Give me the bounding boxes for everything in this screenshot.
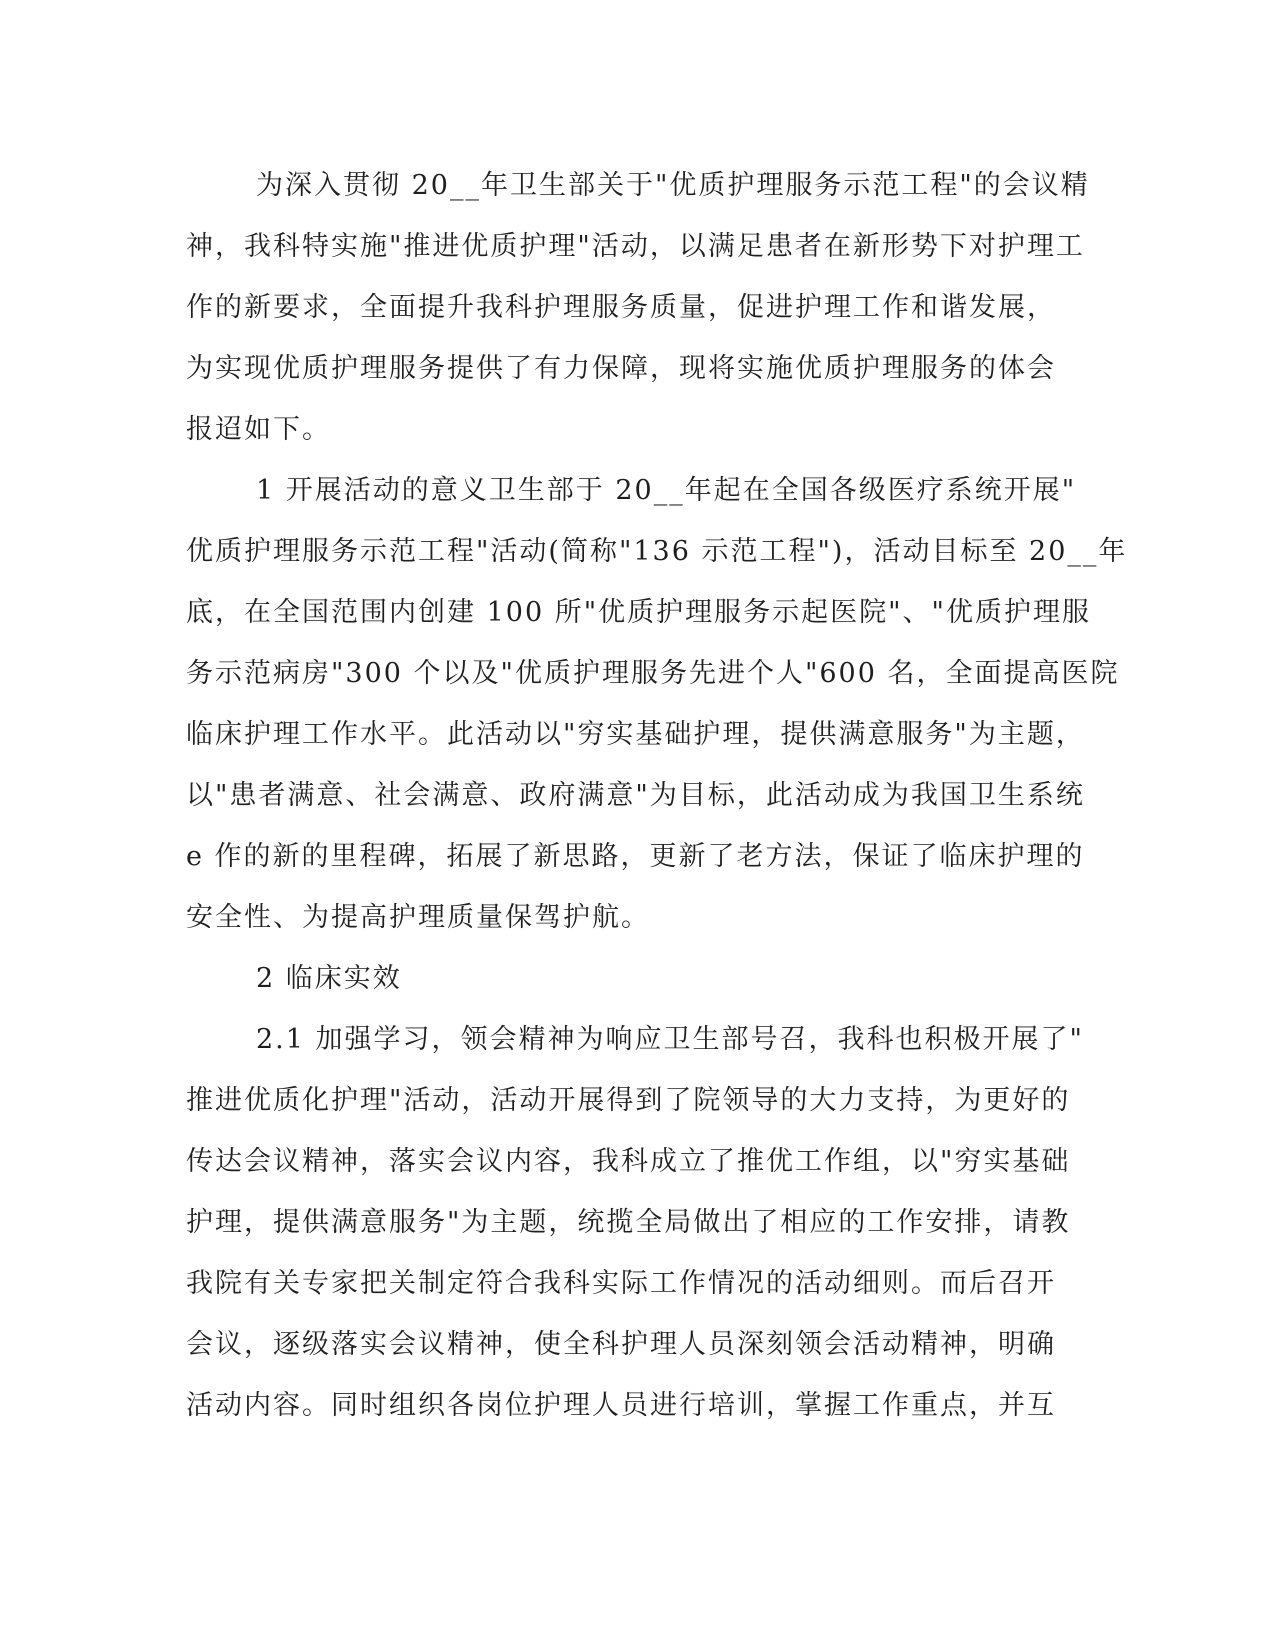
- text-line: 底，在全国范围内创建 100 所"优质护理服务示起医院"、"优质护理服: [186, 597, 1091, 628]
- text-line: 为实现优质护理服务提供了有力保障，现将实施优质护理服务的体会: [186, 353, 1056, 384]
- subsection-heading-line: 2.1 加强学习，领会精神为响应卫生部号召，我科也积极开展了": [256, 1024, 1084, 1055]
- text-line: 护理，提供满意服务"为主题，统揽全局做出了相应的工作安排，请教: [186, 1207, 1071, 1238]
- section-heading: 2 临床实效: [256, 963, 402, 994]
- text-line: 活动内容。同时组织各岗位护理人员进行培训，掌握工作重点，并互: [186, 1390, 1056, 1421]
- text-line: e 作的新的里程碑，拓展了新思路，更新了老方法，保证了临床护理的: [186, 841, 1085, 872]
- document-body: [186, 155, 1128, 1436]
- text-line: 我院有关专家把关制定符合我科实际工作情况的活动细则。而后召开: [186, 1268, 1056, 1299]
- text-line: 优质护理服务示范工程"活动(简称"136 示范工程")，活动目标至 20__年: [186, 536, 1128, 567]
- text-line: 作的新要求，全面提升我科护理服务质量，促进护理工作和谐发展，: [186, 292, 1056, 323]
- text-line: 以"患者满意、社会满意、政府满意"为目标，此活动成为我国卫生系统: [186, 780, 1085, 811]
- text-line: 推进优质化护理"活动，活动开展得到了院领导的大力支持，为更好的: [186, 1085, 1071, 1116]
- text-line: 神，我科特实施"推进优质护理"活动，以满足患者在新形势下对护理工: [186, 231, 1085, 262]
- text-line: 为深入贯彻 20__年卫生部关于"优质护理服务示范工程"的会议精: [256, 170, 1090, 201]
- section-heading-line: 1 开展活动的意义卫生部于 20__年起在全国各级医疗系统开展": [256, 475, 1077, 506]
- text-line: 安全性、为提高护理质量保驾护航。: [186, 902, 650, 933]
- text-line: 传达会议精神，落实会议内容，我科成立了推优工作组，以"穷实基础: [186, 1146, 1071, 1177]
- text-line: 报迢如下。: [186, 414, 331, 445]
- text-line: 务示范病房"300 个以及"优质护理服务先进个人"600 名，全面提高医院: [186, 658, 1120, 689]
- text-line: 会议，逐级落实会议精神，使全科护理人员深刻领会活动精神，明确: [186, 1329, 1056, 1360]
- text-line: 临床护理工作水平。此活动以"穷实基础护理，提供满意服务"为主题，: [186, 719, 1085, 750]
